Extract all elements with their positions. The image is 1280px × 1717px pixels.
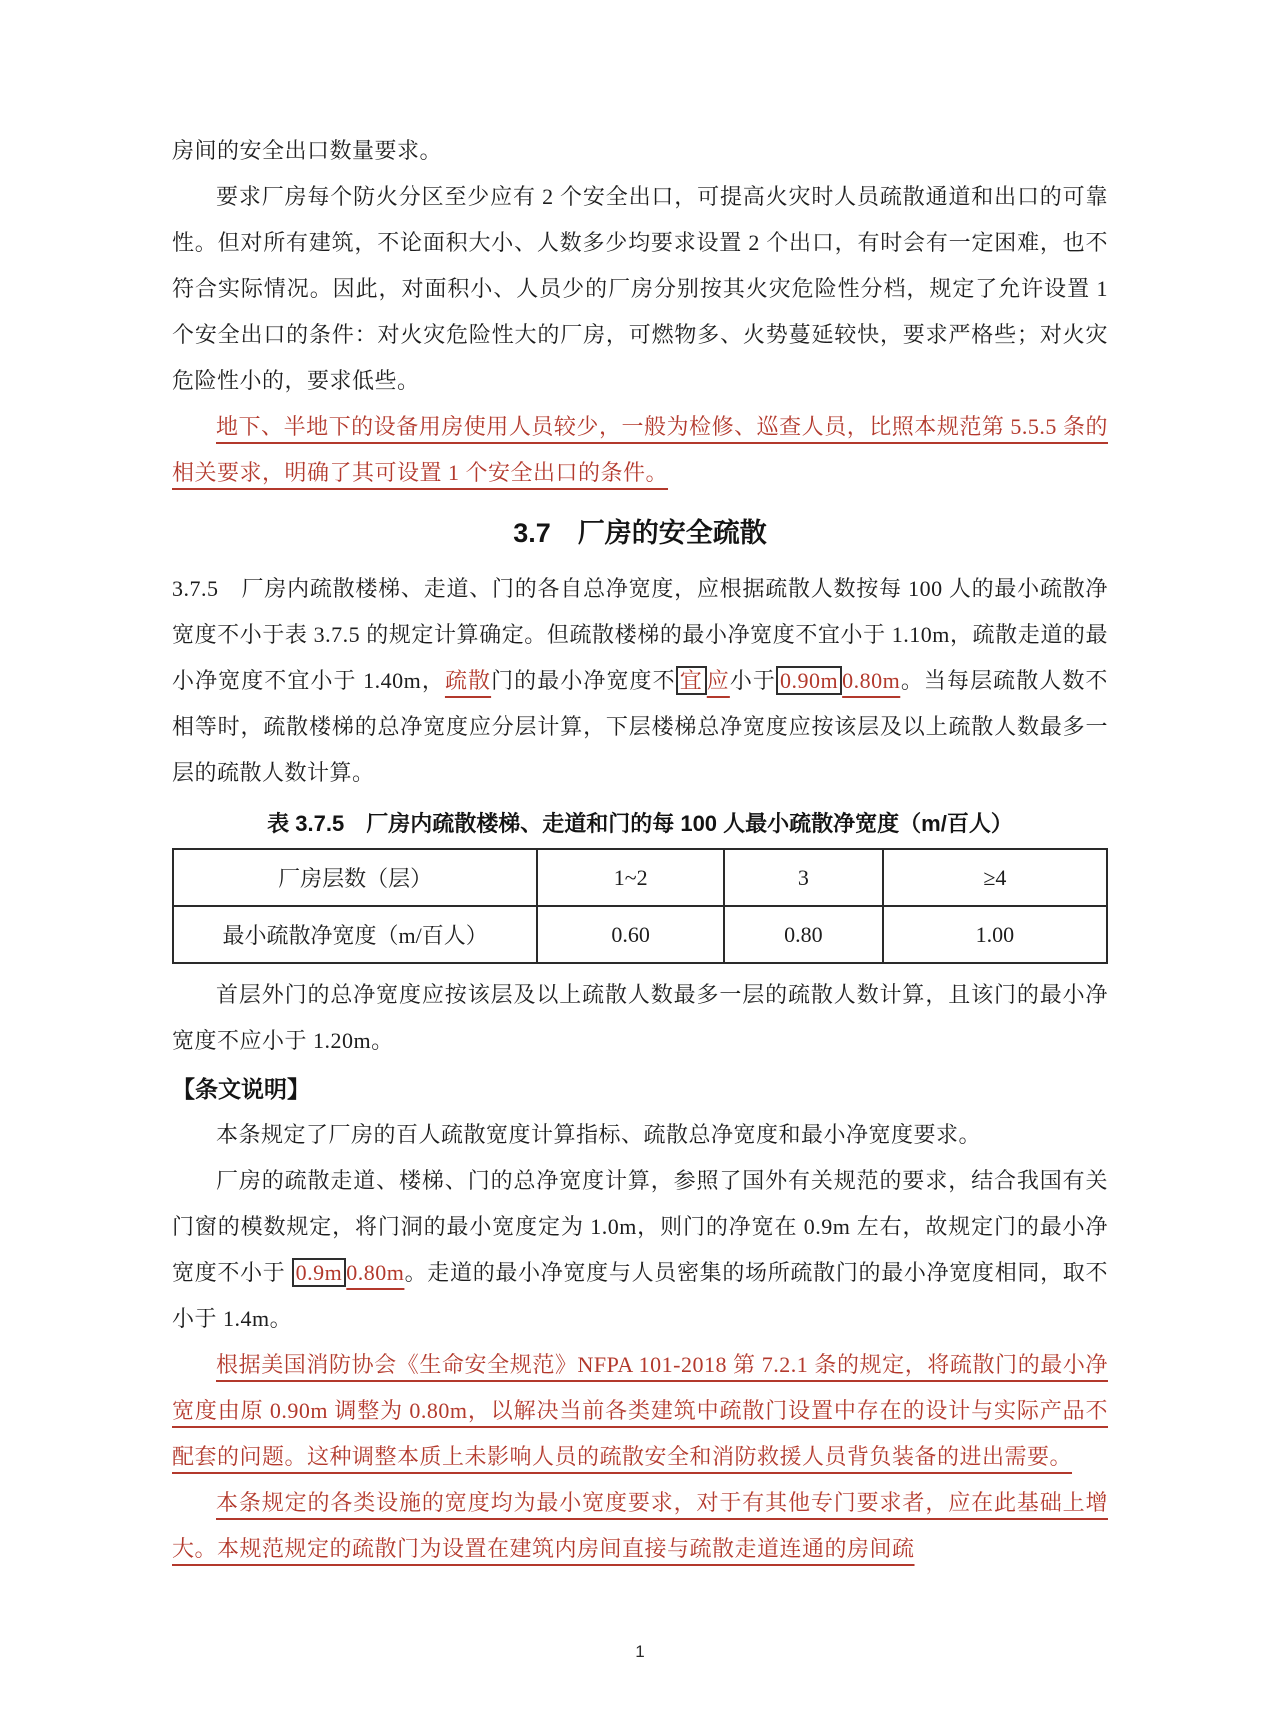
inserted-text: 0.80m	[842, 668, 901, 693]
inserted-text: 本条规定的各类设施的宽度均为最小宽度要求，对于有其他专门要求者，应在此基础上增大。本规范规定的疏散门为设置在建筑内房间直接与疏散走道连通的房间疏	[172, 1490, 1108, 1561]
table-3-7-5	[172, 848, 1108, 964]
page-number: 1	[635, 1642, 645, 1661]
table-header-cell: ≥4	[883, 849, 1107, 906]
deleted-text-box: 0.90m	[776, 666, 842, 695]
note-text: 。走道的最小净宽度与人员密集的场所疏散门的最小净宽度相同，取不小于 1.4m。	[172, 1260, 1108, 1331]
table-header-cell: 1~2	[537, 849, 724, 906]
inserted-text: 应	[706, 668, 730, 693]
deleted-text-box: 0.9m	[292, 1258, 347, 1287]
table-value-cell: 1.00	[883, 906, 1107, 963]
note-width-calculation	[172, 1158, 1108, 1342]
table-value-cell: 0.80	[724, 906, 883, 963]
clause-text: 。当每层疏散人数不相等时，疏散楼梯的总净宽度应分层计算，下层楼梯总净宽度应按该层及以上疏散人数最多一层的疏散人数计算。	[172, 668, 1108, 785]
paragraph-carryover: 房间的安全出口数量要求。	[172, 138, 443, 163]
notes-section-label: 【条文说明】	[172, 1076, 310, 1102]
clause-3-7-5	[172, 566, 1108, 796]
clause-text: 门的最小净宽度不	[491, 668, 676, 693]
table-value-cell: 最小疏散净宽度（m/百人）	[173, 906, 537, 963]
clause-text: 3.7.5 厂房内疏散楼梯、走道、门的各自总净宽度，应根据疏散人数按每 100 人的最小疏散净宽度不小于表 3.7.5 的规定计算确定。但疏散楼梯的最小净宽度不宜小于 1.10m，疏散走道的最小净宽度不宜小于 1.40m，	[172, 576, 1108, 693]
table-value-row	[173, 906, 1107, 963]
note-summary: 本条规定了厂房的百人疏散宽度计算指标、疏散总净宽度和最小净宽度要求。	[216, 1122, 982, 1147]
section-heading-3-7: 3.7 厂房的安全疏散	[513, 518, 767, 548]
deleted-text-box: 宜	[676, 666, 707, 695]
table-header-cell: 3	[724, 849, 883, 906]
table-value-cell: 0.60	[537, 906, 724, 963]
table-header-row	[173, 849, 1107, 906]
clause-text: 小于	[729, 668, 777, 693]
inserted-text: 疏散	[444, 668, 492, 693]
inserted-text: 地下、半地下的设备用房使用人员较少，一般为检修、巡查人员，比照本规范第 5.5.5 条的相关要求，明确了其可设置 1 个安全出口的条件。	[172, 414, 1108, 485]
note-text: 厂房的疏散走道、楼梯、门的总净宽度计算，参照了国外有关规范的要求，结合我国有关门窗的模数规定，将门洞的最小宽度定为 1.0m，则门的净宽在 0.9m 左右，故规定门的最小净宽度不小于	[172, 1168, 1108, 1285]
paragraph-first-floor-doors: 首层外门的总净宽度应按该层及以上疏散人数最多一层的疏散人数计算，且该门的最小净宽度不应小于 1.20m。	[172, 982, 1108, 1053]
note-minimum-width-revision	[172, 1480, 1108, 1572]
inserted-text: 0.80m	[346, 1260, 405, 1285]
table-header-cell: 厂房层数（层）	[173, 849, 537, 906]
table-caption: 表 3.7.5 厂房内疏散楼梯、走道和门的每 100 人最小疏散净宽度（m/百人）	[267, 811, 1013, 836]
paragraph-exit-requirements: 要求厂房每个防火分区至少应有 2 个安全出口，可提高火灾时人员疏散通道和出口的可靠性。但对所有建筑，不论面积大小、人数多少均要求设置 2 个出口，有时会有一定困难，也不符合实际情况。因此，对面积小、人员少的厂房分别按其火灾危险性分档，规定了允许设置 1 个安全出口的条件：对火灾危险性大的厂房，可燃物多、火势蔓延较快，要求严格些；对火灾危险性小的，要求低些。	[172, 184, 1108, 393]
note-nfpa-revision	[172, 1342, 1108, 1480]
paragraph-basement-revision	[172, 404, 1108, 496]
inserted-text: 根据美国消防协会《生命安全规范》NFPA 101-2018 第 7.2.1 条的规定，将疏散门的最小净宽度由原 0.90m 调整为 0.80m，以解决当前各类建筑中疏散门设置中存在的设计与实际产品不配套的问题。这种调整本质上未影响人员的疏散安全和消防救援人员背负装备的进出需要。	[172, 1352, 1108, 1469]
